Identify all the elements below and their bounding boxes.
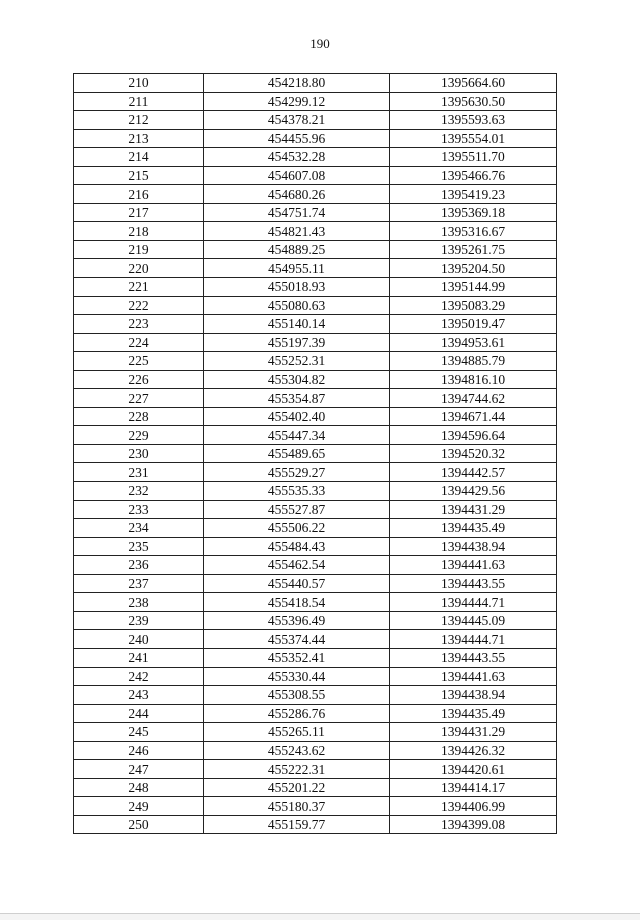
table-row xyxy=(74,593,557,612)
y-coordinate-cell: 1395261.75 xyxy=(390,240,557,259)
table-row xyxy=(74,778,557,797)
table-row xyxy=(74,760,557,779)
table-row xyxy=(74,797,557,816)
point-number-cell: 240 xyxy=(74,630,204,649)
y-coordinate-cell: 1394671.44 xyxy=(390,407,557,426)
y-coordinate-cell: 1394444.71 xyxy=(390,630,557,649)
point-number-cell: 224 xyxy=(74,333,204,352)
x-coordinate-cell: 455489.65 xyxy=(204,444,390,463)
table-row xyxy=(74,630,557,649)
x-coordinate-cell: 455018.93 xyxy=(204,278,390,297)
y-coordinate-cell: 1394443.55 xyxy=(390,574,557,593)
x-coordinate-cell: 454889.25 xyxy=(204,240,390,259)
x-coordinate-cell: 455308.55 xyxy=(204,686,390,705)
table-row xyxy=(74,370,557,389)
coordinate-table-body xyxy=(74,74,557,834)
y-coordinate-cell: 1394420.61 xyxy=(390,760,557,779)
x-coordinate-cell: 455286.76 xyxy=(204,704,390,723)
point-number-cell: 232 xyxy=(74,482,204,501)
point-number-cell: 246 xyxy=(74,741,204,760)
y-coordinate-cell: 1394444.71 xyxy=(390,593,557,612)
point-number-cell: 217 xyxy=(74,203,204,222)
x-coordinate-cell: 455462.54 xyxy=(204,556,390,575)
x-coordinate-cell: 454218.80 xyxy=(204,74,390,93)
x-coordinate-cell: 454299.12 xyxy=(204,92,390,111)
point-number-cell: 245 xyxy=(74,723,204,742)
x-coordinate-cell: 455222.31 xyxy=(204,760,390,779)
point-number-cell: 244 xyxy=(74,704,204,723)
table-row xyxy=(74,240,557,259)
x-coordinate-cell: 455529.27 xyxy=(204,463,390,482)
y-coordinate-cell: 1394441.63 xyxy=(390,556,557,575)
y-coordinate-cell: 1394426.32 xyxy=(390,741,557,760)
x-coordinate-cell: 455374.44 xyxy=(204,630,390,649)
point-number-cell: 238 xyxy=(74,593,204,612)
y-coordinate-cell: 1395019.47 xyxy=(390,315,557,334)
point-number-cell: 216 xyxy=(74,185,204,204)
table-row xyxy=(74,129,557,148)
x-coordinate-cell: 455180.37 xyxy=(204,797,390,816)
point-number-cell: 222 xyxy=(74,296,204,315)
y-coordinate-cell: 1395466.76 xyxy=(390,166,557,185)
x-coordinate-cell: 454455.96 xyxy=(204,129,390,148)
x-coordinate-cell: 455402.40 xyxy=(204,407,390,426)
table-row xyxy=(74,185,557,204)
y-coordinate-cell: 1394596.64 xyxy=(390,426,557,445)
x-coordinate-cell: 455352.41 xyxy=(204,648,390,667)
table-row xyxy=(74,537,557,556)
point-number-cell: 214 xyxy=(74,148,204,167)
y-coordinate-cell: 1394438.94 xyxy=(390,686,557,705)
point-number-cell: 210 xyxy=(74,74,204,93)
table-row xyxy=(74,723,557,742)
point-number-cell: 218 xyxy=(74,222,204,241)
point-number-cell: 227 xyxy=(74,389,204,408)
table-row xyxy=(74,815,557,834)
table-row xyxy=(74,278,557,297)
point-number-cell: 212 xyxy=(74,111,204,130)
table-row xyxy=(74,667,557,686)
x-coordinate-cell: 455080.63 xyxy=(204,296,390,315)
table-row xyxy=(74,648,557,667)
x-coordinate-cell: 454680.26 xyxy=(204,185,390,204)
y-coordinate-cell: 1394399.08 xyxy=(390,815,557,834)
x-coordinate-cell: 455396.49 xyxy=(204,611,390,630)
x-coordinate-cell: 455304.82 xyxy=(204,370,390,389)
y-coordinate-cell: 1394442.57 xyxy=(390,463,557,482)
y-coordinate-cell: 1395511.70 xyxy=(390,148,557,167)
point-number-cell: 248 xyxy=(74,778,204,797)
point-number-cell: 223 xyxy=(74,315,204,334)
y-coordinate-cell: 1395593.63 xyxy=(390,111,557,130)
table-row xyxy=(74,519,557,538)
y-coordinate-cell: 1394435.49 xyxy=(390,519,557,538)
y-coordinate-cell: 1395204.50 xyxy=(390,259,557,278)
table-row xyxy=(74,92,557,111)
y-coordinate-cell: 1394445.09 xyxy=(390,611,557,630)
table-row xyxy=(74,333,557,352)
page-number: 190 xyxy=(310,36,330,51)
y-coordinate-cell: 1395419.23 xyxy=(390,185,557,204)
x-coordinate-cell: 455243.62 xyxy=(204,741,390,760)
x-coordinate-cell: 454378.21 xyxy=(204,111,390,130)
point-number-cell: 215 xyxy=(74,166,204,185)
point-number-cell: 229 xyxy=(74,426,204,445)
y-coordinate-cell: 1394429.56 xyxy=(390,482,557,501)
x-coordinate-cell: 455484.43 xyxy=(204,537,390,556)
x-coordinate-cell: 454607.08 xyxy=(204,166,390,185)
point-number-cell: 213 xyxy=(74,129,204,148)
point-number-cell: 233 xyxy=(74,500,204,519)
table-row xyxy=(74,686,557,705)
table-row xyxy=(74,315,557,334)
x-coordinate-cell: 455447.34 xyxy=(204,426,390,445)
point-number-cell: 219 xyxy=(74,240,204,259)
y-coordinate-cell: 1395554.01 xyxy=(390,129,557,148)
x-coordinate-cell: 455197.39 xyxy=(204,333,390,352)
table-row xyxy=(74,482,557,501)
x-coordinate-cell: 455506.22 xyxy=(204,519,390,538)
x-coordinate-cell: 455140.14 xyxy=(204,315,390,334)
table-row xyxy=(74,203,557,222)
x-coordinate-cell: 455252.31 xyxy=(204,352,390,371)
y-coordinate-cell: 1395083.29 xyxy=(390,296,557,315)
table-row xyxy=(74,166,557,185)
y-coordinate-cell: 1395664.60 xyxy=(390,74,557,93)
point-number-cell: 239 xyxy=(74,611,204,630)
table-row xyxy=(74,611,557,630)
point-number-cell: 221 xyxy=(74,278,204,297)
point-number-cell: 247 xyxy=(74,760,204,779)
point-number-cell: 220 xyxy=(74,259,204,278)
table-row xyxy=(74,704,557,723)
table-row xyxy=(74,296,557,315)
point-number-cell: 250 xyxy=(74,815,204,834)
y-coordinate-cell: 1394406.99 xyxy=(390,797,557,816)
point-number-cell: 249 xyxy=(74,797,204,816)
x-coordinate-cell: 455418.54 xyxy=(204,593,390,612)
coordinate-table xyxy=(73,73,557,834)
x-coordinate-cell: 454751.74 xyxy=(204,203,390,222)
x-coordinate-cell: 455265.11 xyxy=(204,723,390,742)
x-coordinate-cell: 455330.44 xyxy=(204,667,390,686)
y-coordinate-cell: 1394414.17 xyxy=(390,778,557,797)
x-coordinate-cell: 455535.33 xyxy=(204,482,390,501)
point-number-cell: 241 xyxy=(74,648,204,667)
y-coordinate-cell: 1394816.10 xyxy=(390,370,557,389)
y-coordinate-cell: 1395316.67 xyxy=(390,222,557,241)
table-row xyxy=(74,148,557,167)
y-coordinate-cell: 1394953.61 xyxy=(390,333,557,352)
table-row xyxy=(74,259,557,278)
table-row xyxy=(74,222,557,241)
y-coordinate-cell: 1394438.94 xyxy=(390,537,557,556)
point-number-cell: 236 xyxy=(74,556,204,575)
table-row xyxy=(74,352,557,371)
y-coordinate-cell: 1395144.99 xyxy=(390,278,557,297)
point-number-cell: 242 xyxy=(74,667,204,686)
point-number-cell: 225 xyxy=(74,352,204,371)
table-row xyxy=(74,74,557,93)
table-row xyxy=(74,426,557,445)
y-coordinate-cell: 1394520.32 xyxy=(390,444,557,463)
y-coordinate-cell: 1395369.18 xyxy=(390,203,557,222)
table-row xyxy=(74,500,557,519)
table-row xyxy=(74,741,557,760)
x-coordinate-cell: 454955.11 xyxy=(204,259,390,278)
point-number-cell: 226 xyxy=(74,370,204,389)
x-coordinate-cell: 455159.77 xyxy=(204,815,390,834)
y-coordinate-cell: 1394431.29 xyxy=(390,500,557,519)
table-row xyxy=(74,574,557,593)
x-coordinate-cell: 455440.57 xyxy=(204,574,390,593)
y-coordinate-cell: 1394744.62 xyxy=(390,389,557,408)
point-number-cell: 237 xyxy=(74,574,204,593)
point-number-cell: 230 xyxy=(74,444,204,463)
table-row xyxy=(74,463,557,482)
point-number-cell: 228 xyxy=(74,407,204,426)
y-coordinate-cell: 1394885.79 xyxy=(390,352,557,371)
page-bottom-edge xyxy=(0,913,640,920)
x-coordinate-cell: 455201.22 xyxy=(204,778,390,797)
y-coordinate-cell: 1394443.55 xyxy=(390,648,557,667)
table-row xyxy=(74,444,557,463)
table-row xyxy=(74,389,557,408)
table-row xyxy=(74,111,557,130)
y-coordinate-cell: 1395630.50 xyxy=(390,92,557,111)
point-number-cell: 243 xyxy=(74,686,204,705)
point-number-cell: 211 xyxy=(74,92,204,111)
y-coordinate-cell: 1394441.63 xyxy=(390,667,557,686)
x-coordinate-cell: 455354.87 xyxy=(204,389,390,408)
x-coordinate-cell: 455527.87 xyxy=(204,500,390,519)
y-coordinate-cell: 1394431.29 xyxy=(390,723,557,742)
point-number-cell: 235 xyxy=(74,537,204,556)
x-coordinate-cell: 454532.28 xyxy=(204,148,390,167)
y-coordinate-cell: 1394435.49 xyxy=(390,704,557,723)
table-row xyxy=(74,407,557,426)
point-number-cell: 234 xyxy=(74,519,204,538)
point-number-cell: 231 xyxy=(74,463,204,482)
table-row xyxy=(74,556,557,575)
x-coordinate-cell: 454821.43 xyxy=(204,222,390,241)
